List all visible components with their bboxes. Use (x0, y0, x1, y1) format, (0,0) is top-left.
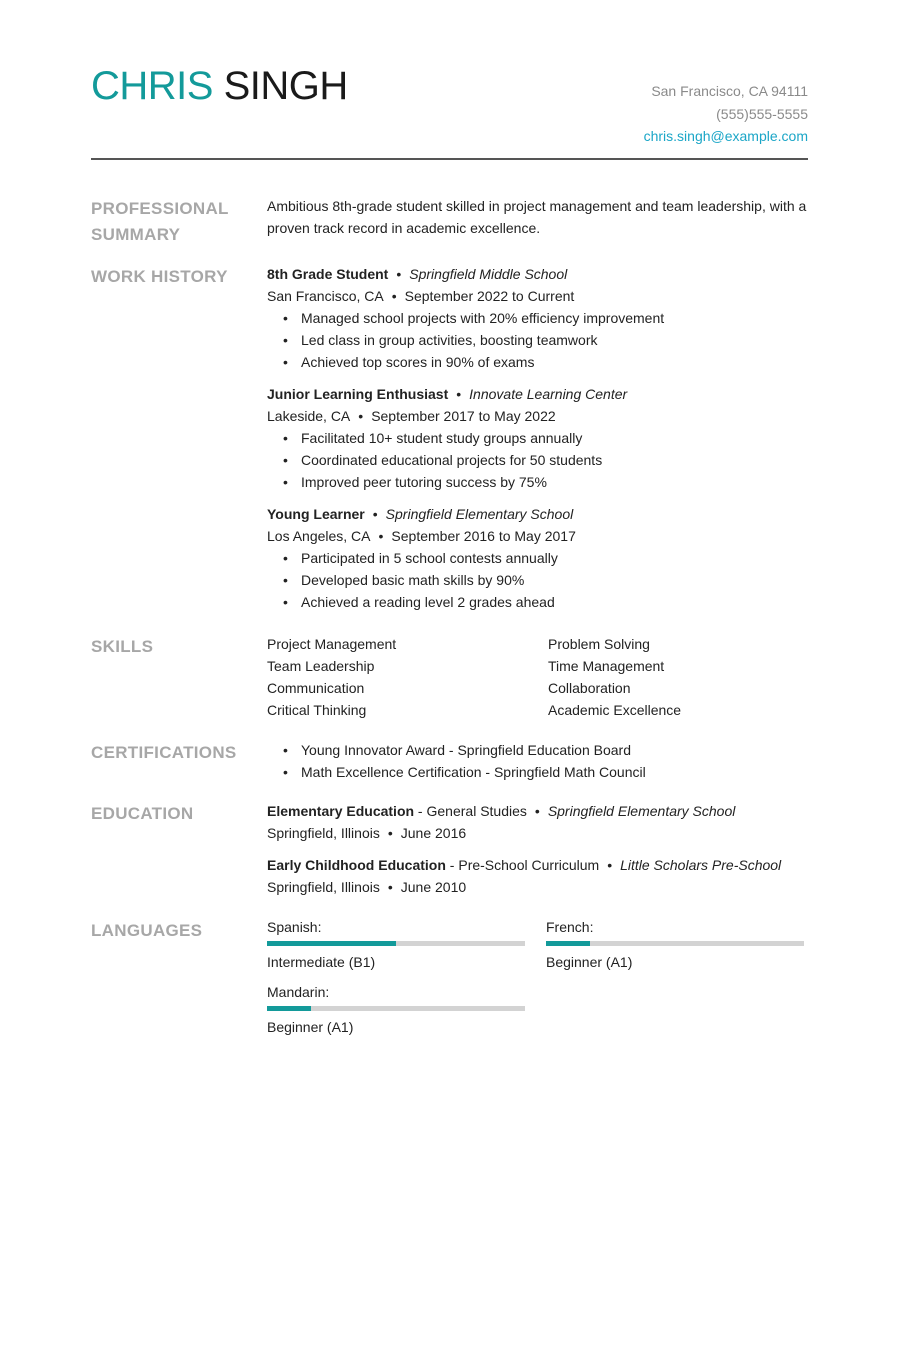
skill-item: Communication (267, 680, 365, 696)
education-entry (267, 800, 808, 844)
proficiency-bar (267, 941, 525, 946)
edu-location: Springfield, Illinois (267, 879, 380, 895)
skills-list (267, 633, 808, 721)
section-label-work: WORK HISTORY (91, 267, 228, 286)
job-org: Springfield Elementary School (385, 506, 574, 522)
job-title: 8th Grade Student (267, 266, 389, 282)
skill-item: Critical Thinking (267, 702, 367, 718)
summary-content (267, 195, 808, 239)
certifications-list (267, 739, 808, 783)
cert-bullets (267, 739, 808, 783)
job-title: Young Learner (267, 506, 365, 522)
list-item: • Improved peer tutoring success by 75% (283, 471, 808, 493)
language-level: Intermediate (B1) (267, 954, 376, 970)
section-label-certifications: CERTIFICATIONS (91, 743, 237, 762)
edu-location: Springfield, Illinois (267, 825, 380, 841)
job-bullets (267, 547, 808, 613)
proficiency-fill (546, 941, 590, 946)
edu-field: General Studies (426, 803, 527, 819)
languages-list (267, 916, 808, 1046)
language-name: Spanish: (267, 919, 322, 935)
education-entry (267, 854, 808, 898)
skill-item: Project Management (267, 636, 397, 652)
job-heading: Young Learner • Springfield Elementary School (267, 506, 574, 522)
language-item (267, 916, 525, 973)
job-dates: September 2022 to Current (404, 288, 575, 304)
proficiency-bar (267, 1006, 525, 1011)
list-item: • Developed basic math skills by 90% (283, 569, 808, 591)
language-level: Beginner (A1) (546, 954, 633, 970)
job-meta: Lakeside, CA • September 2017 to May 2022 (267, 408, 556, 424)
job-title: Junior Learning Enthusiast (267, 386, 449, 402)
list-item: • Participated in 5 school contests annually (283, 547, 808, 569)
list-item: • Achieved top scores in 90% of exams (283, 351, 808, 373)
edu-school: Springfield Elementary School (547, 803, 736, 819)
job-heading: Junior Learning Enthusiast • Innovate Learning Center (267, 386, 628, 402)
header-divider (91, 158, 808, 160)
job-location: Lakeside, CA (267, 408, 351, 424)
job-org: Innovate Learning Center (469, 386, 628, 402)
list-item: • Math Excellence Certification - Springfield Math Council (283, 761, 808, 783)
summary-text: Ambitious 8th-grade student skilled in project management and team leadership, with a proven track record in academic excellence. (267, 198, 807, 236)
phone: (555)555-5555 (716, 105, 808, 122)
language-level: Beginner (A1) (267, 1019, 354, 1035)
section-label-education: EDUCATION (91, 804, 194, 823)
job-location: San Francisco, CA (267, 288, 384, 304)
email-link[interactable]: chris.singh@example.com (643, 128, 808, 144)
edu-meta: Springfield, Illinois • June 2010 (267, 879, 467, 895)
job-location: Los Angeles, CA (267, 528, 371, 544)
skill-item: Collaboration (548, 680, 631, 696)
skill-item: Problem Solving (548, 636, 650, 652)
job-dates: September 2017 to May 2022 (371, 408, 556, 424)
language-item (546, 916, 804, 973)
section-label-summary: PROFESSIONAL SUMMARY (91, 199, 229, 244)
contact-info (644, 80, 808, 148)
language-item (267, 981, 525, 1038)
candidate-name (91, 62, 348, 110)
job-bullets (267, 427, 808, 493)
job-meta: San Francisco, CA • September 2022 to Current (267, 288, 575, 304)
proficiency-fill (267, 941, 396, 946)
job-entry (267, 383, 808, 493)
proficiency-fill (267, 1006, 311, 1011)
section-label-languages: LANGUAGES (91, 921, 203, 940)
first-name: CHRIS (91, 64, 213, 108)
education-list (267, 800, 808, 908)
edu-degree: Early Childhood Education (267, 857, 446, 873)
edu-field: Pre-School Curriculum (458, 857, 600, 873)
last-name: SINGH (223, 64, 348, 108)
section-label-skills: SKILLS (91, 637, 154, 656)
job-bullets (267, 307, 808, 373)
job-meta: Los Angeles, CA • September 2016 to May 2017 (267, 528, 576, 544)
resume-header (91, 62, 808, 142)
edu-heading: Elementary Education - General Studies • Springfield Elementary School (267, 803, 736, 819)
language-name: French: (546, 919, 594, 935)
list-item: • Facilitated 10+ student study groups annually (283, 427, 808, 449)
job-heading: 8th Grade Student • Springfield Middle School (267, 266, 568, 282)
list-item: • Coordinated educational projects for 50 students (283, 449, 808, 471)
list-item: • Achieved a reading level 2 grades ahead (283, 591, 808, 613)
list-item: • Young Innovator Award - Springfield Education Board (283, 739, 808, 761)
skill-item: Team Leadership (267, 658, 375, 674)
edu-school: Little Scholars Pre-School (620, 857, 782, 873)
skill-item: Time Management (548, 658, 665, 674)
job-dates: September 2016 to May 2017 (391, 528, 576, 544)
list-item: • Managed school projects with 20% efficiency improvement (283, 307, 808, 329)
edu-degree: Elementary Education (267, 803, 415, 819)
job-entry (267, 503, 808, 613)
edu-date: June 2010 (400, 879, 467, 895)
job-org: Springfield Middle School (409, 266, 568, 282)
language-name: Mandarin: (267, 984, 330, 1000)
list-item: • Led class in group activities, boosting teamwork (283, 329, 808, 351)
edu-date: June 2016 (400, 825, 467, 841)
job-entry (267, 263, 808, 373)
work-history (267, 263, 808, 623)
skill-item: Academic Excellence (548, 702, 682, 718)
address: San Francisco, CA 94111 (651, 83, 808, 99)
proficiency-bar (546, 941, 804, 946)
edu-meta: Springfield, Illinois • June 2016 (267, 825, 467, 841)
edu-heading: Early Childhood Education - Pre-School Curriculum • Little Scholars Pre-School (267, 857, 782, 873)
